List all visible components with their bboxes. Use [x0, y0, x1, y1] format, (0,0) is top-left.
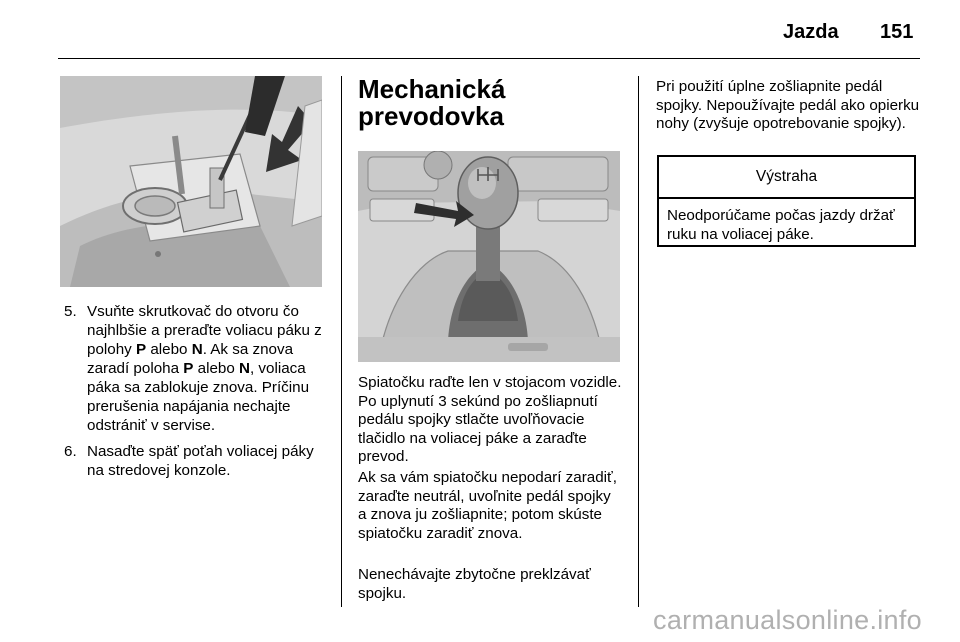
figure-screwdriver-release — [60, 76, 322, 287]
instruction-steps — [64, 302, 326, 487]
paragraph-reverse-gear: Spiatočku raďte len v stojacom vozidle. Po uplynutí 3 sekúnd po zošliapnutí pedálu spojky stlačte uvoľňovacie tlačidlo na voliacej páke a zaraďte prevod. — [358, 374, 622, 465]
paragraph-clutch-pedal: Pri použití úplne zošliapnite pedál spojky. Nepoužívajte pedál ako opierku nohy (zvyšuje opotrebovanie spojky). — [656, 78, 920, 132]
paragraph-reverse-fallback: Ak sa vám spiatočku nepodarí zaradiť, zaraďte neutrál, uvoľnite pedál spojky a znova ju zošliapnite; potom skúste spiatočku zaradiť znova. — [358, 469, 617, 542]
paragraph-clutch-slip: Nenechávajte zbytočne preklzávať spojku. — [358, 566, 591, 602]
watermark: carmanualsonline.info — [653, 605, 922, 635]
warning-title: Výstraha — [659, 157, 914, 199]
warning-text: Neodporúčame počas jazdy držať ruku na voliacej páke. — [667, 207, 895, 243]
step-number: 6. — [64, 443, 77, 460]
figure-gear-lever — [358, 151, 620, 362]
warning-box — [657, 155, 916, 247]
step-number: 5. — [64, 303, 77, 320]
gear-lever-illustration — [358, 151, 620, 362]
column-divider-right — [638, 76, 639, 607]
instruction-step — [64, 302, 326, 435]
column-divider-left — [341, 76, 342, 607]
header-rule — [58, 58, 920, 59]
instruction-step — [64, 442, 326, 480]
running-head-section: Jazda — [783, 21, 839, 43]
screwdriver-illustration — [60, 76, 322, 287]
section-heading: Mechanická prevodovka — [358, 74, 506, 131]
step-text: Vsuňte skrutkovač do otvoru čo najhlbšie a preraďte voliacu páku z polohy P alebo N. Ak sa znova zaradí poloha P alebo N, voliaca páka sa zablokuje znova. Príčinu prerušenia napájania nechajte odstrániť v servise. — [87, 303, 322, 434]
step-text: Nasaďte späť poťah voliacej páky na stredovej konzole. — [87, 443, 314, 479]
page-number: 151 — [880, 21, 914, 43]
